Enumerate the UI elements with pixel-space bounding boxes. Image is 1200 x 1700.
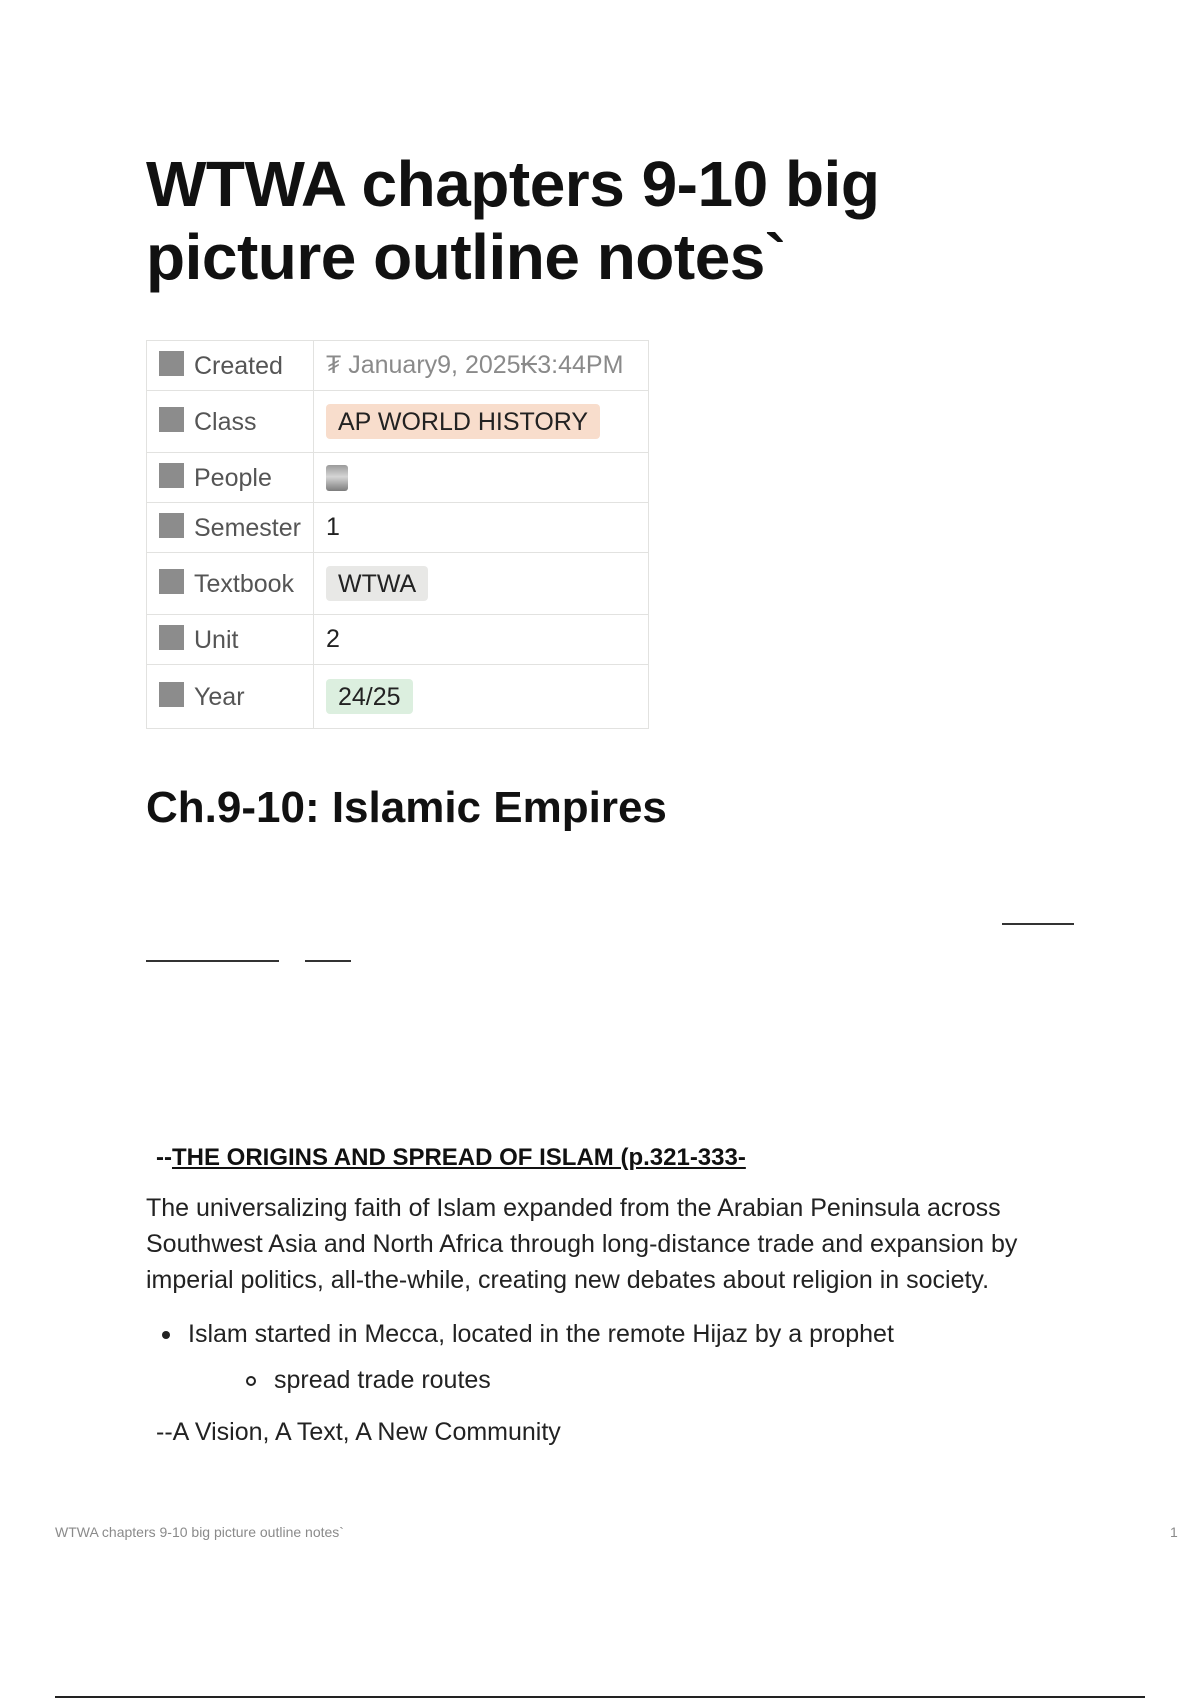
class-tag[interactable]: AP WORLD HISTORY [326, 404, 600, 439]
blank-line [1002, 923, 1074, 925]
textbook-tag[interactable]: WTWA [326, 566, 428, 601]
property-icon [159, 463, 184, 488]
avatar[interactable] [326, 465, 348, 491]
property-value-year[interactable] [314, 665, 649, 729]
intro-paragraph: The universalizing faith of Islam expanded from the Arabian Peninsula across Southwest Asia and North Africa through long-distance trade and expansion by imperial politics, all-the-while, creating new debates about religion in society. [146, 1194, 1018, 1294]
property-key: People [147, 453, 314, 503]
property-icon [159, 625, 184, 650]
blank-line [146, 960, 279, 962]
section-heading: Ch.9-10: Islamic Empires [146, 783, 667, 832]
property-row-semester [147, 503, 649, 553]
property-key: Created [147, 341, 314, 391]
property-value-people[interactable] [314, 453, 649, 503]
blank-line [305, 960, 351, 962]
property-row-unit [147, 615, 649, 665]
property-value-unit[interactable]: 2 [314, 615, 649, 665]
property-row-textbook [147, 553, 649, 615]
property-key: Unit [147, 615, 314, 665]
property-icon [159, 407, 184, 432]
property-value-textbook[interactable] [314, 553, 649, 615]
page-divider [55, 1696, 1145, 1698]
bullet-list [146, 1316, 894, 1398]
property-value-semester[interactable]: 1 [314, 503, 649, 553]
property-key: Class [147, 391, 314, 453]
property-row-people [147, 453, 649, 503]
page-number: 1 [1170, 1524, 1178, 1540]
page-title: WTWA chapters 9-10 big picture outline notes` [146, 148, 880, 293]
created-date: ₮ January9, 2025₭3:44PM [326, 351, 624, 379]
sub-bullet-list [188, 1362, 894, 1398]
property-icon [159, 682, 184, 707]
property-icon [159, 569, 184, 594]
property-key: Textbook [147, 553, 314, 615]
footer-title: WTWA chapters 9-10 big picture outline notes` [55, 1524, 344, 1540]
subheading-vision: --A Vision, A Text, A New Community [156, 1418, 561, 1446]
year-tag[interactable]: 24/25 [326, 679, 413, 714]
subheading-origins: --THE ORIGINS AND SPREAD OF ISLAM (p.321-333- [156, 1144, 746, 1171]
property-value-class[interactable] [314, 391, 649, 453]
property-row-created [147, 341, 649, 391]
property-value-created[interactable] [314, 341, 649, 391]
properties-table [146, 340, 649, 729]
property-icon [159, 513, 184, 538]
property-icon [159, 351, 184, 376]
list-item: Islam started in Mecca, located in the remote Hijaz by a prophet spread trade routes [146, 1316, 894, 1398]
property-row-year [147, 665, 649, 729]
property-key: Semester [147, 503, 314, 553]
property-key: Year [147, 665, 314, 729]
property-row-class [147, 391, 649, 453]
list-item: spread trade routes [188, 1362, 894, 1398]
